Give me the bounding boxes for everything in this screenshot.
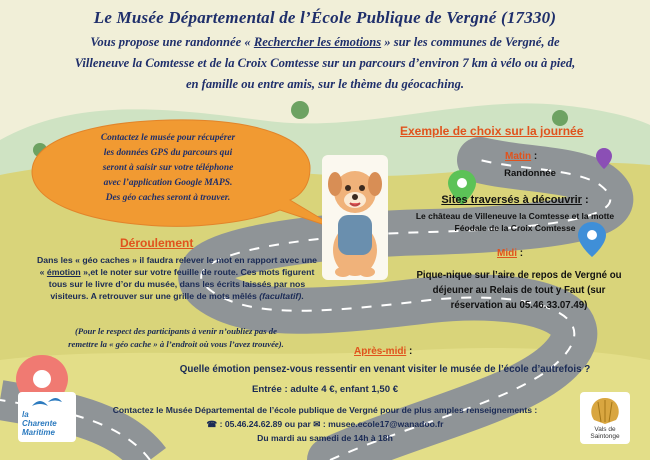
logo-text: Vals de bbox=[594, 426, 616, 433]
site-line: Le château de Villeneuve la Comtesse et la motte bbox=[415, 211, 615, 221]
matin-label: Matin bbox=[505, 151, 532, 162]
intro-line: en famille ou entre amis, sur le thème du géocaching. bbox=[185, 77, 465, 91]
mail-icon: ✉ bbox=[313, 419, 321, 429]
sites-row bbox=[400, 194, 630, 206]
intro-line: Villeneuve la Comtesse et de la Croix Comtesse sur un parcours d’environ 7 km à vélo ou à pied, bbox=[74, 56, 576, 70]
contact-text: Contactez le Musée Départemental de l’école publique de Vergné pour de plus amples renseignements : bbox=[112, 405, 538, 415]
logo-text: la bbox=[22, 410, 29, 419]
midi-line: déjeuner au Relais de tout y Faut (sur bbox=[432, 285, 606, 296]
midi-text bbox=[396, 268, 642, 313]
deroulement-heading: Déroulement bbox=[120, 236, 194, 250]
respect-note bbox=[40, 325, 312, 350]
email-address[interactable]: : musee.ecole17@wanadoo.fr bbox=[320, 419, 444, 429]
apres-midi-row bbox=[354, 346, 412, 357]
matin-colon: : bbox=[531, 151, 538, 162]
respect-line: remettre la « géo cache » à l’endroit où vous l’avez trouvée). bbox=[68, 338, 284, 349]
opening-hours: Du mardi au samedi de 14h à 18h bbox=[257, 433, 393, 443]
bubble-line: avec l’application Google MAPS. bbox=[103, 178, 233, 188]
emotion-word: émotion bbox=[46, 267, 81, 277]
sites-colon: : bbox=[581, 194, 589, 206]
logo-text: Maritime bbox=[22, 428, 55, 437]
deroulement-text: Dans les « géo caches » il faudra relever le mot en rapport avec une « bbox=[36, 255, 318, 277]
logo-text: Saintonge bbox=[590, 433, 620, 440]
midi-line: réservation au 05.46.33.07.49) bbox=[450, 300, 588, 311]
bubble-text bbox=[52, 131, 284, 206]
bubble-line: Contactez le musée pour récupérer bbox=[100, 133, 236, 143]
intro-text: Vous propose une randonnée « bbox=[90, 35, 254, 49]
midi-line: Pique-nique sur l’aire de repos de Vergné ou bbox=[416, 270, 622, 281]
phone-number: : 05.46.24.62.89 ou par bbox=[217, 419, 314, 429]
bubble-line: seront à saisir sur votre téléphone bbox=[102, 163, 234, 173]
intro-text: » sur les communes de Vergné, de bbox=[381, 35, 560, 49]
logo-text: Charente bbox=[22, 419, 57, 428]
apres-midi-label: Après-midi bbox=[354, 346, 407, 357]
deroulement-paragraph bbox=[36, 254, 318, 302]
vals-de-saintonge-logo bbox=[580, 392, 630, 444]
midi-colon: : bbox=[517, 248, 524, 259]
bubble-line: les données GPS du parcours qui bbox=[103, 148, 233, 158]
midi-row bbox=[497, 248, 523, 259]
respect-line: (Pour le respect des participants à venir n’oubliez pas de bbox=[75, 326, 277, 336]
site-line: Féodale de la Croix Comtesse bbox=[454, 223, 576, 233]
intro-highlight: Rechercher les émotions bbox=[253, 35, 382, 49]
phone-icon: ☎ bbox=[206, 419, 218, 429]
deroulement-text: »,et le noter sur votre feuille de route. Ces mots figurent tous sur le livre d’or du musée, dans les écrits laissés par nos visiteurs. A retrouver sur une grille de mots mêlés bbox=[48, 267, 315, 301]
deroulement-text: . bbox=[301, 291, 304, 301]
dog-mascot-image bbox=[322, 155, 388, 280]
sites-title: Sites traversés à découvrir bbox=[441, 194, 582, 206]
sites-list bbox=[392, 210, 638, 234]
apres-midi-text: Quelle émotion pensez-vous ressentir en venant visiter le musée de l’école d’autrefois ? bbox=[179, 364, 591, 375]
bubble-line: Des géo caches seront à trouver. bbox=[105, 193, 231, 203]
entree-price: Entrée : adulte 4 €, enfant 1,50 € bbox=[251, 384, 399, 395]
matin-row bbox=[505, 151, 537, 162]
contact-line bbox=[0, 419, 650, 430]
page-title: Le Musée Départemental de l’École Publique de Vergné (17330) bbox=[93, 8, 557, 27]
matin-value: Randonnée bbox=[504, 168, 556, 179]
apres-midi-colon: : bbox=[406, 346, 413, 357]
charente-maritime-logo bbox=[18, 392, 76, 442]
intro-paragraph bbox=[10, 32, 640, 95]
journee-heading: Exemple de choix sur la journée bbox=[400, 124, 584, 138]
midi-label: Midi bbox=[497, 248, 517, 259]
facultatif-text: (facultatif) bbox=[259, 291, 302, 301]
